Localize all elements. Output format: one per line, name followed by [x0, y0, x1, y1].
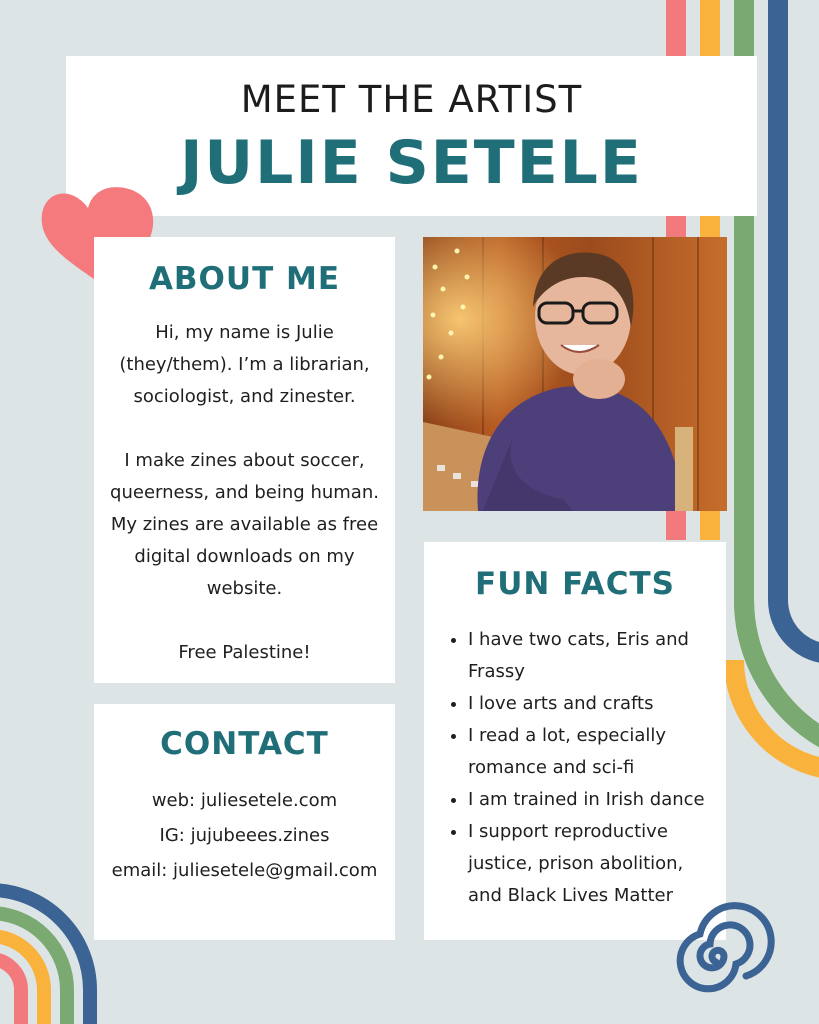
list-item: • I love arts and crafts — [468, 688, 718, 720]
list-item: • I read a lot, especially romance and sci-fi — [468, 720, 718, 784]
contact-instagram: IG: jujubeees.zines — [159, 825, 330, 846]
list-item: • I am trained in Irish dance — [468, 784, 718, 816]
list-item: • I have two cats, Eris and Frassy — [468, 624, 718, 688]
about-paragraph: I make zines about soccer, queerness, and being human. My zines are available as free digital downloads on my website. — [110, 450, 379, 599]
fun-facts-heading: FUN FACTS — [475, 566, 675, 602]
artist-name: JULIE SETELE — [180, 128, 643, 198]
list-item: • I support reproductive justice, prison abolition, and Black Lives Matter — [468, 816, 718, 912]
about-paragraph: Hi, my name is Julie (they/them). I’m a librarian, sociologist, and zinester. — [119, 322, 370, 407]
about-heading: ABOUT ME — [148, 261, 341, 297]
about-paragraph: Free Palestine! — [178, 642, 311, 663]
contact-heading: CONTACT — [160, 726, 329, 762]
contact-web: web: juliesetele.com — [151, 790, 338, 811]
contact-email: email: juliesetele@gmail.com — [111, 860, 378, 881]
header-kicker: MEET THE ARTIST — [240, 78, 583, 121]
